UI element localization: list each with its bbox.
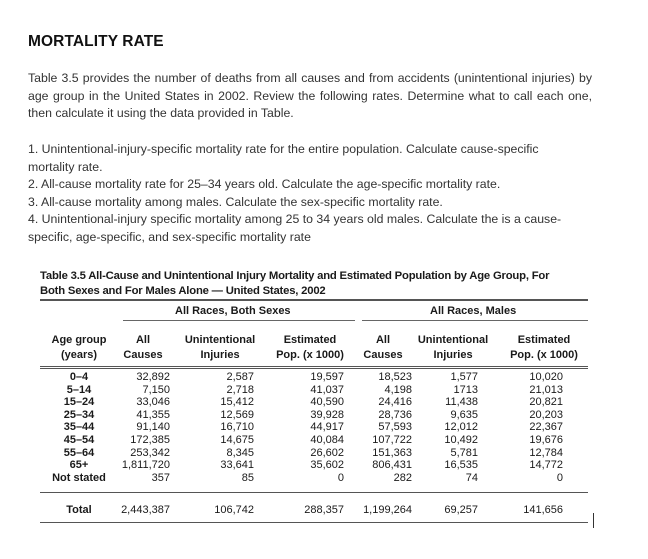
cell-all-causes: 91,140 <box>136 421 170 434</box>
cell-male-all-causes: 24,416 <box>378 396 412 409</box>
cell-male-all-causes: 28,736 <box>378 408 412 421</box>
cell-age: 0–4 <box>69 371 89 383</box>
cell-all-causes: 357 <box>151 471 170 484</box>
col-header-unintentional: Unintentional Injuries <box>184 334 256 361</box>
col-header-estimated: Estimated Pop. (x 1000) <box>276 334 344 361</box>
cell-age: 65+ <box>69 459 89 472</box>
group-underline-both <box>123 320 355 321</box>
total-rule <box>40 492 588 493</box>
cell-male-unintentional: 12,012 <box>444 421 478 434</box>
cell-male-estimated-pop: 19,676 <box>529 434 563 446</box>
cell-unintentional: 85 <box>241 471 254 484</box>
table-bottom-rule <box>40 522 588 523</box>
mortality-table <box>40 269 588 516</box>
cell-estimated-pop: 19,597 <box>310 371 344 383</box>
cell-estimated-pop: 35,602 <box>310 459 344 472</box>
cell-unintentional: 8,345 <box>226 446 254 459</box>
page-title: MORTALITY RATE <box>28 33 164 50</box>
cell-male-all-causes: 18,523 <box>378 371 412 383</box>
cell-male-estimated-pop: 20,821 <box>529 396 563 409</box>
cell-male-unintentional: 74 <box>465 471 478 484</box>
cell-unintentional: 14,675 <box>220 434 254 446</box>
cell-male-all-causes: 806,431 <box>372 459 412 472</box>
col-header-male-all-causes: All Causes <box>363 334 403 361</box>
cell-unintentional: 2,718 <box>226 383 254 396</box>
cell-estimated-pop: 26,602 <box>310 446 344 459</box>
cell-all-causes: 33,046 <box>136 396 170 409</box>
cell-age: 55–64 <box>63 446 95 459</box>
table-title-line-1: Table 3.5 All-Cause and Unintentional Injury Mortality and Estimated Population by Age Group, For <box>40 270 550 282</box>
intro-paragraph: Table 3.5 provides the number of deaths from all causes and from accidents (unintentional injuries) by age group in the United States in 2002. Review the following rates. Determine what to call each one, then calculate it using the data provided in Table. <box>28 71 592 121</box>
cell-all-causes: 7,150 <box>142 383 170 396</box>
question-2: 2. All-cause mortality rate for 25–34 years old. Calculate the age-specific mortality rate. <box>28 177 501 192</box>
total-unint: 106,742 <box>214 504 254 516</box>
cell-all-causes: 172,385 <box>130 434 170 446</box>
col-header-male-estimated: Estimated Pop. (x 1000) <box>510 334 578 361</box>
cell-age: 5–14 <box>66 383 92 396</box>
table-row <box>40 434 588 447</box>
table-row <box>40 384 588 397</box>
cell-estimated-pop: 41,037 <box>310 383 344 396</box>
question-list <box>28 141 588 247</box>
cell-male-estimated-pop: 22,367 <box>529 421 563 434</box>
table-title-line-2: Both Sexes and For Males Alone — United States, 2002 <box>40 284 326 297</box>
cell-estimated-pop: 39,928 <box>310 408 344 421</box>
total-row <box>40 504 588 517</box>
header-rule <box>40 366 588 367</box>
cell-all-causes: 1,811,720 <box>121 459 170 472</box>
table-row <box>40 447 588 460</box>
cell-all-causes: 32,892 <box>136 371 170 383</box>
cell-age: Not stated <box>52 471 106 484</box>
cell-male-all-causes: 107,722 <box>372 434 412 446</box>
total-label: Total <box>66 504 92 516</box>
table-title <box>40 269 588 298</box>
table-top-rule <box>40 299 588 301</box>
cell-unintentional: 33,641 <box>220 459 254 472</box>
cell-male-estimated-pop: 20,203 <box>529 408 563 421</box>
group-header-males: All Races, Males <box>430 305 517 317</box>
text-cursor <box>593 513 594 528</box>
cell-male-unintentional: 1713 <box>453 383 478 396</box>
cell-male-estimated-pop: 12,784 <box>529 446 563 459</box>
cell-age: 45–54 <box>63 434 95 446</box>
cell-male-estimated-pop: 10,020 <box>529 371 563 383</box>
question-3: 3. All-cause mortality among males. Calculate the sex-specific mortality rate. <box>28 194 443 209</box>
cell-male-estimated-pop: 0 <box>556 471 563 484</box>
total-male-all: 1,199,264 <box>363 504 412 516</box>
cell-estimated-pop: 40,590 <box>310 396 344 409</box>
cell-male-estimated-pop: 14,772 <box>529 459 563 472</box>
table-row <box>40 371 588 384</box>
table-row <box>40 396 588 409</box>
cell-unintentional: 15,412 <box>220 396 254 409</box>
cell-unintentional: 12,569 <box>220 408 254 421</box>
cell-male-estimated-pop: 21,013 <box>529 383 563 396</box>
cell-male-unintentional: 9,635 <box>450 408 478 421</box>
group-underline-males <box>362 320 588 321</box>
cell-estimated-pop: 44,917 <box>310 421 344 434</box>
total-male-est: 141,656 <box>523 504 563 516</box>
cell-unintentional: 2,587 <box>226 371 254 383</box>
table-row <box>40 472 588 485</box>
total-all: 2,443,387 <box>121 504 170 516</box>
cell-male-unintentional: 1,577 <box>450 371 478 383</box>
group-header-both-sexes: All Races, Both Sexes <box>175 305 291 317</box>
cell-male-all-causes: 57,593 <box>378 421 412 434</box>
total-male-unint: 69,257 <box>444 504 478 516</box>
total-est: 288,357 <box>304 504 344 516</box>
col-header-male-unintentional: Unintentional Injuries <box>417 334 489 361</box>
table-row <box>40 421 588 434</box>
question-1: 1. Unintentional-injury-specific mortality rate for the entire population. Calculate cause-specific mortality rate. <box>28 142 539 174</box>
cell-age: 35–44 <box>63 421 95 434</box>
cell-male-all-causes: 151,363 <box>372 446 412 459</box>
cell-all-causes: 41,355 <box>136 408 170 421</box>
col-header-age: Age group (years) <box>51 334 107 361</box>
cell-male-unintentional: 10,492 <box>444 434 478 446</box>
cell-unintentional: 16,710 <box>220 421 254 434</box>
cell-male-all-causes: 4,198 <box>384 383 412 396</box>
cell-estimated-pop: 0 <box>337 471 344 484</box>
cell-age: 25–34 <box>63 408 95 421</box>
cell-age: 15–24 <box>63 396 95 409</box>
question-4: 4. Unintentional-injury specific mortality among 25 to 34 years old males. Calculate the is a cause-specific, age-specific, and sex-specific mortality rate <box>28 212 562 244</box>
header-rule-2 <box>40 368 588 369</box>
cell-male-unintentional: 11,438 <box>445 396 478 409</box>
cell-male-all-causes: 282 <box>393 471 412 484</box>
table-row <box>40 459 588 472</box>
cell-all-causes: 253,342 <box>130 446 170 459</box>
table-row <box>40 409 588 422</box>
cell-estimated-pop: 40,084 <box>310 434 344 446</box>
cell-male-unintentional: 5,781 <box>450 446 478 459</box>
col-header-all-causes: All Causes <box>123 334 163 361</box>
cell-male-unintentional: 16,535 <box>444 459 478 472</box>
